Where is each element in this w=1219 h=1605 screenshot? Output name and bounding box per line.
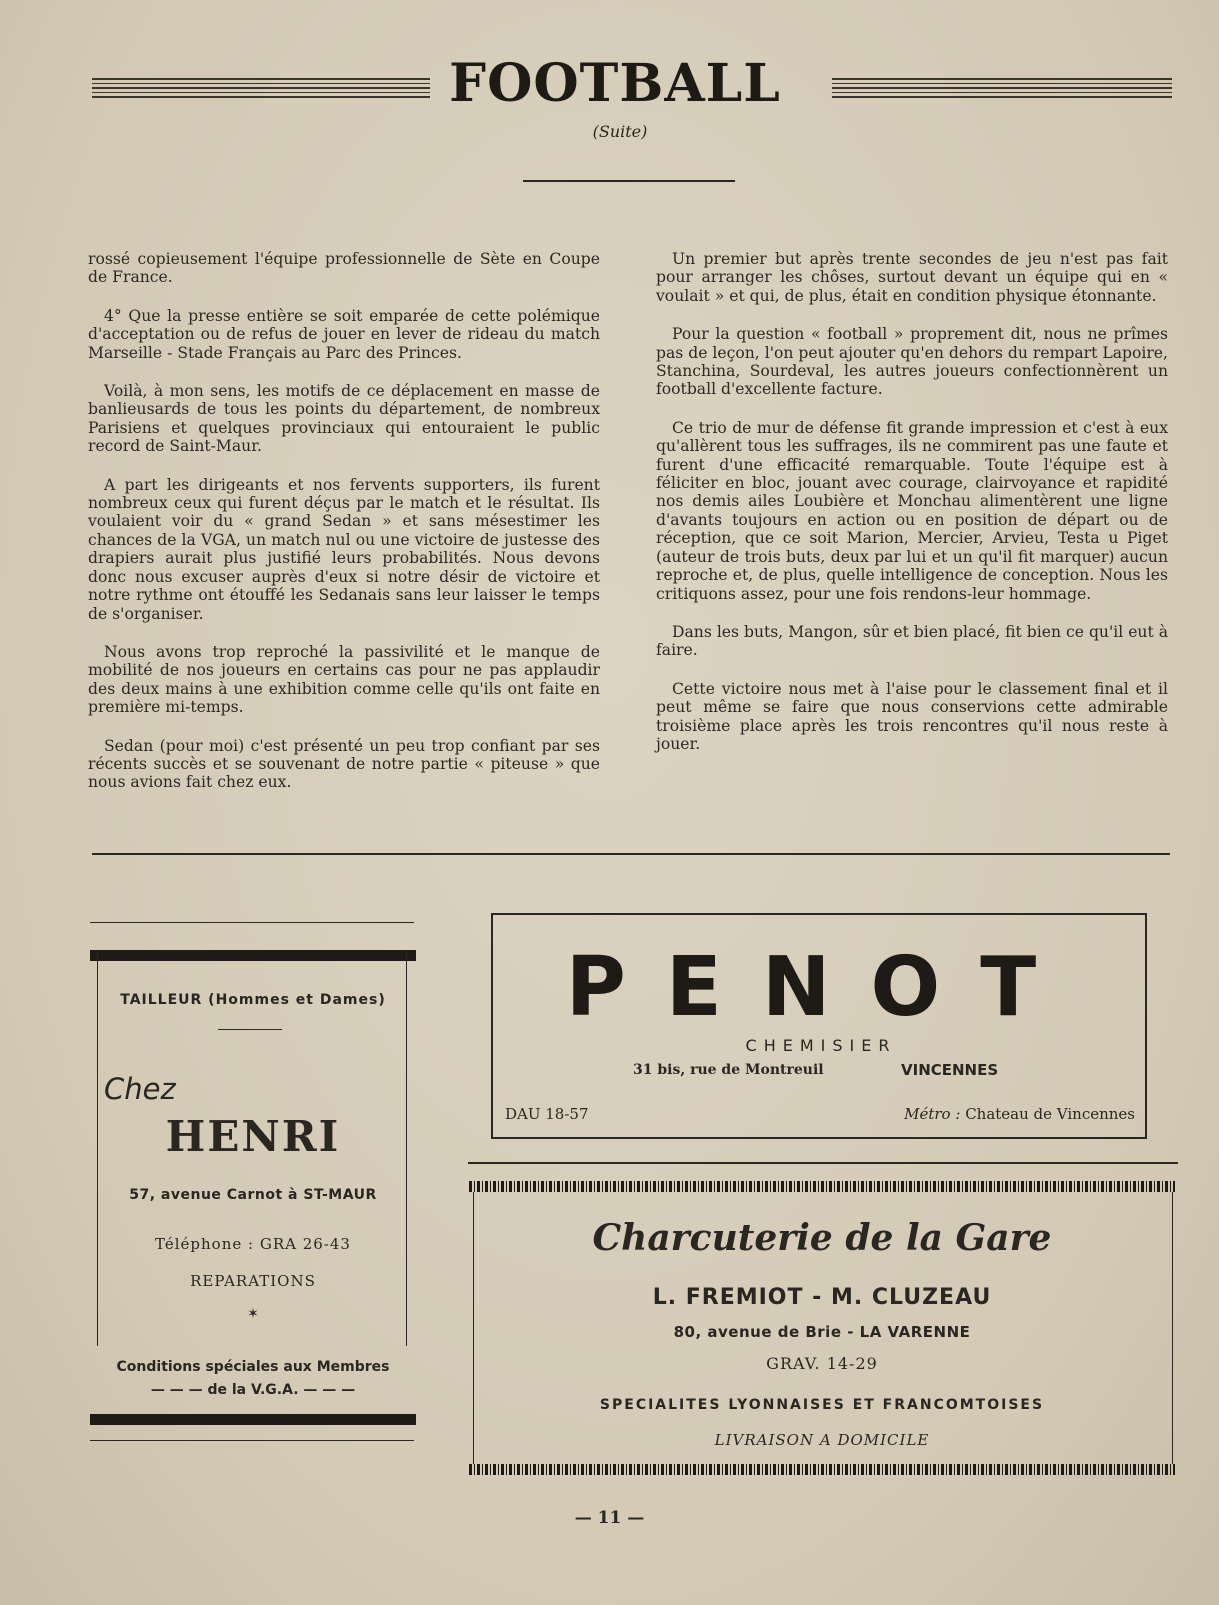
header-right-rules [832, 78, 1172, 102]
ad-short-rule [218, 1029, 282, 1030]
article-paragraph: Nous avons trop reproché la passivilité et le manque de mobilité de nos joueurs en certains cas pour ne pas applaudir des deux mains à une exhibition comme celle qu'ils ont faite en première mi-temps. [88, 642, 600, 717]
ad-business-name: PENOT [565, 940, 1077, 1035]
ad-delivery: LIVRAISON A DOMICILE [714, 1431, 930, 1449]
ad-top-rule [468, 1162, 1178, 1164]
ad-trade: CHEMISIER [745, 1036, 897, 1055]
metro-station: Chateau de Vincennes [965, 1105, 1135, 1123]
article-paragraph: Ce trio de mur de défense fit grande impression et c'est à eux qu'allèrent tous les suffrages, ils ne commirent pas une faute et furent d'une efficacité remarquable. Toute l'équipe est à féliciter en bloc, jouant avec courage, clairvoyance et rapidité nos demis ailes Loubière et Monchau alimentèrent une ligne d'avants toujours en action ou en position de départ ou de réception, que ce soit Marion, Mercier, Arvieu, Testa u Piget (auteur de trois buts, deux par lui et un qu'il fit marquer) aucun reproche et, de plus, quelle intelligence de conception. Nous les critiquons assez, pour une fois rendons-leur hommage. [656, 418, 1168, 603]
ad-city: VINCENNES [901, 1061, 999, 1079]
ad-dashed-band-bottom [469, 1464, 1175, 1475]
ad-bottom-rule [90, 1440, 414, 1441]
article-paragraph: Sedan (pour moi) c'est présenté un peu trop confiant par ses récents succès et se souvenant de notre partie « piteuse » que nous avions fait chez eux. [88, 736, 600, 792]
ad-conditions-line2: — — — de la V.G.A. — — — [150, 1382, 356, 1398]
ad-phone: DAU 18-57 [505, 1105, 589, 1123]
article-left-column [88, 250, 600, 812]
ad-conditions-line1: Conditions spéciales aux Membres [116, 1359, 390, 1375]
ad-address: 31 bis, rue de Montreuil [633, 1062, 824, 1078]
article-paragraph: Dans les buts, Mangon, sûr et bien placé, fit bien ce qu'il eut à faire. [656, 622, 1168, 660]
article-paragraph: A part les dirigeants et nos fervents supporters, ils furent nombreux ceux qui furent déçus par le match et le résultat. Ils voulaient voir du « grand Sedan » et sans mésestimer les chances de la VGA, un match nul ou une victoire de justesse des drapiers aurait plus justifié leurs probabilités. Nous devons donc nous excuser auprès d'eux si notre désir de victoire et notre rythme ont étouffé les Sedanais sans leur laisser le temps de s'organiser. [88, 475, 600, 623]
article-paragraph: Voilà, à mon sens, les motifs de ce déplacement en masse de banlieusards de tous les points du département, de nombreux Parisiens et quelques provinciaux qui entouraient le public record de Saint-Maur. [88, 382, 600, 456]
article-paragraph: Pour la question « football » proprement dit, nous ne prîmes pas de leçon, l'on peut ajouter qu'en dehors du rempart Lapoire, Stanchina, Sourdeval, les autres joueurs confectionnèrent un football d'excellente facture. [656, 325, 1168, 399]
ad-charcuterie [469, 1181, 1175, 1481]
ad-thick-bar-bottom [90, 1414, 416, 1425]
ad-specialties: SPECIALITES LYONNAISES ET FRANCOMTOISES [599, 1397, 1045, 1413]
ad-phone: Téléphone : GRA 26-43 [155, 1235, 351, 1253]
ad-heading: TAILLEUR (Hommes et Dames) [120, 992, 386, 1008]
ad-business-name: Charcuterie de la Gare [592, 1217, 1052, 1259]
page-title: FOOTBALL [449, 53, 781, 114]
ad-business-name: HENRI [165, 1112, 341, 1161]
ad-owners: L. FREMIOT - M. CLUZEAU [652, 1285, 992, 1310]
ad-dashed-band-top [469, 1181, 1175, 1192]
page-subtitle: (Suite) [592, 122, 648, 141]
ad-chez: Chez [104, 1072, 176, 1106]
ad-metro [904, 1105, 1135, 1123]
article-right-column [656, 250, 1168, 773]
ad-address: 80, avenue de Brie - LA VARENNE [673, 1323, 971, 1341]
article-paragraph: rossé copieusement l'équipe professionnelle de Sète en Coupe de France. [88, 250, 600, 287]
article-paragraph: 4° Que la presse entière se soit emparée de cette polémique d'acceptation ou de refus de jouer en lever de rideau du match Marseille - Stade Français au Parc des Princes. [88, 306, 600, 362]
ad-service: REPARATIONS [190, 1272, 316, 1290]
subtitle-divider [523, 180, 735, 182]
article-paragraph: Un premier but après trente secondes de jeu n'est pas fait pour arranger les chôses, surtout devant un équipe qui en « voulait » et qui, de plus, était en condition physique étonnante. [656, 250, 1168, 305]
page-number: — 11 — [574, 1508, 645, 1528]
metro-label: Métro : [904, 1105, 961, 1123]
star-icon: ✶ [247, 1306, 259, 1322]
ad-top-rule [90, 922, 414, 923]
ad-penot [491, 913, 1147, 1139]
ad-address: 57, avenue Carnot à ST-MAUR [129, 1187, 377, 1203]
header-left-rules [92, 78, 430, 102]
ad-phone: GRAV. 14-29 [766, 1354, 878, 1373]
ad-tailleur-henri [90, 922, 416, 1442]
article-paragraph: Cette victoire nous met à l'aise pour le classement final et il peut même se faire que nous conservions cette admirable troisième place après les trois rencontres qu'il nous reste à jouer. [656, 679, 1168, 753]
section-divider [92, 853, 1170, 855]
